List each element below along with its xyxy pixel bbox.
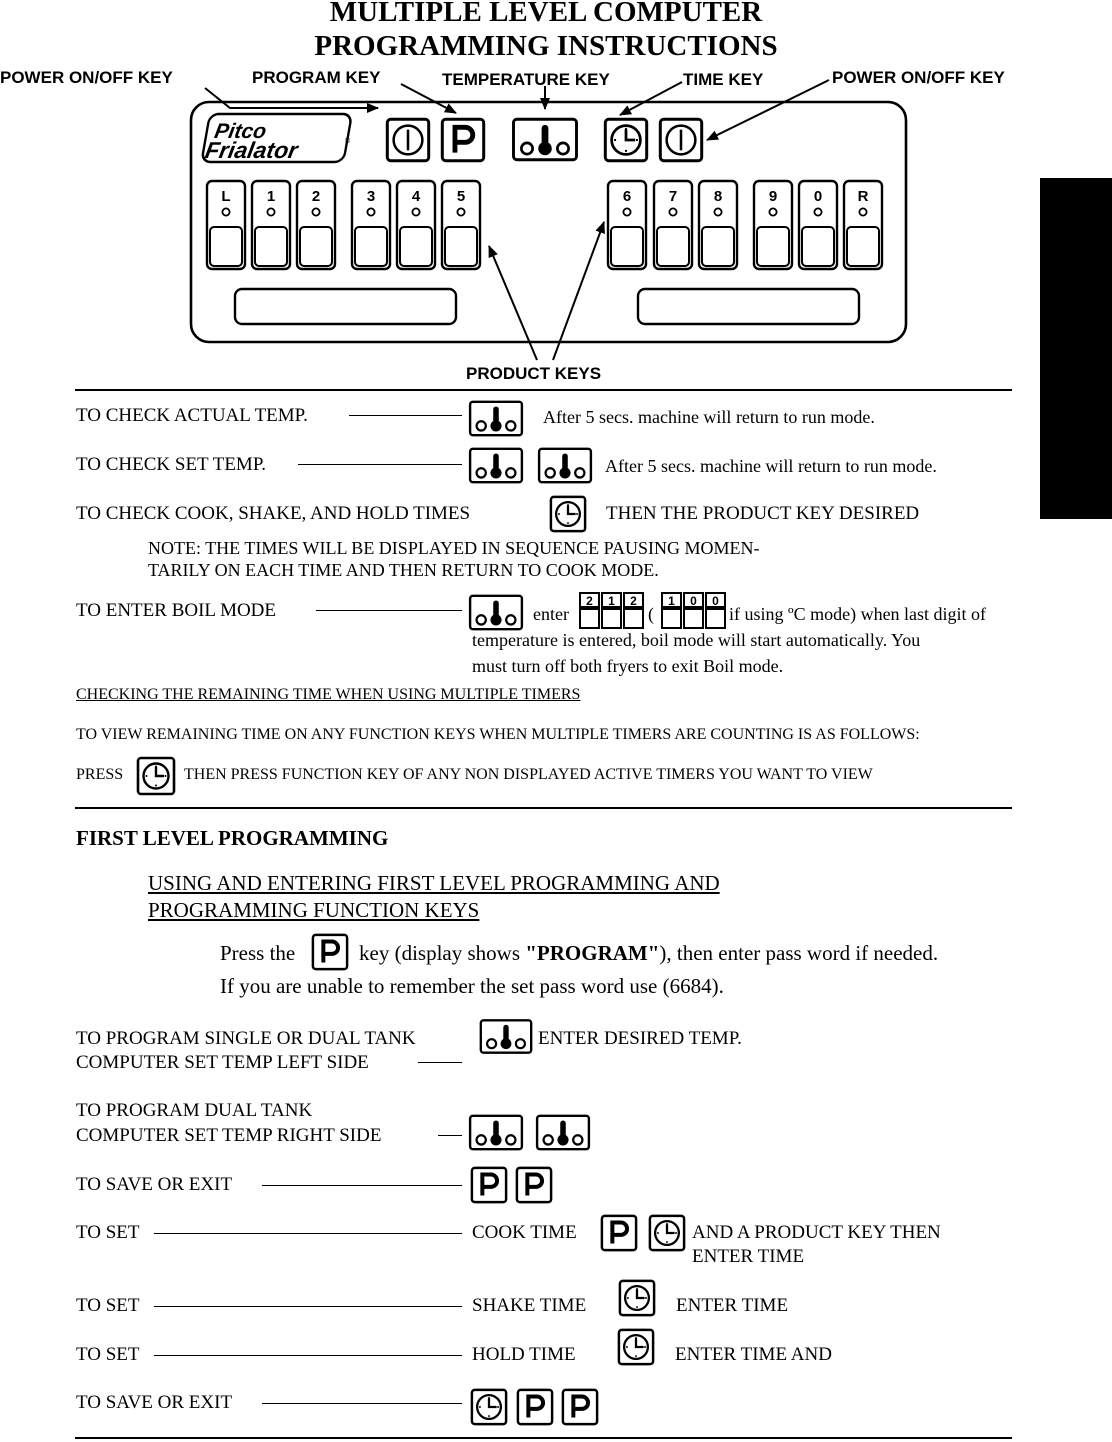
- clock-key-icon: [549, 495, 587, 533]
- times-note-line2: TARILY ON EACH TIME AND THEN RETURN TO COOK MODE.: [148, 560, 659, 580]
- product-key-label: L: [221, 188, 231, 205]
- temperature-key-icon: [479, 1018, 533, 1055]
- temperature-key-icon: [468, 400, 524, 437]
- product-key-R: [844, 181, 882, 269]
- label-power-right: POWER ON/OFF KEY: [832, 68, 1005, 87]
- password-line: If you are unable to remember the set pass word use (6684).: [220, 974, 724, 998]
- product-key-2: [297, 181, 335, 269]
- digit-keys-100: [660, 592, 727, 630]
- set-hold-label: TO SET: [76, 1344, 140, 1365]
- label-power-left: POWER ON/OFF KEY: [0, 68, 173, 87]
- page-title-line1: MULTIPLE LEVEL COMPUTER: [329, 0, 763, 28]
- control-panel-diagram: [0, 0, 1112, 400]
- hold-after-text: ENTER TIME AND: [675, 1344, 832, 1365]
- product-key-1: [252, 181, 290, 269]
- svg-text:0: 0: [712, 594, 719, 608]
- set-cook-label: TO SET: [76, 1222, 140, 1243]
- temperature-key-icon: [468, 447, 524, 484]
- label-program-key: PROGRAM KEY: [252, 68, 381, 87]
- product-key-9: [754, 181, 792, 269]
- cook-time-text: COOK TIME: [472, 1222, 577, 1243]
- clock-key-icon: [617, 1328, 655, 1366]
- page-title-line2: PROGRAMMING INSTRUCTIONS: [314, 30, 778, 62]
- product-key-label: 5: [456, 188, 466, 205]
- product-key-label: R: [857, 188, 869, 205]
- single-tank-action: ENTER DESIRED TEMP.: [538, 1028, 742, 1049]
- cook-after-line2: ENTER TIME: [692, 1246, 805, 1267]
- product-key-6: [608, 181, 646, 269]
- divider-middle: [75, 807, 1012, 809]
- product-key-3: [352, 181, 390, 269]
- product-key-label: 7: [668, 188, 678, 205]
- program-key-icon: [470, 1166, 508, 1204]
- boil-paren: (: [648, 604, 654, 624]
- set-shake-label: TO SET: [76, 1295, 140, 1316]
- program-key-icon: [311, 933, 349, 971]
- shake-after-text: ENTER TIME: [676, 1295, 789, 1316]
- logo: [201, 114, 352, 163]
- logo-registered-mark: ®: [345, 138, 351, 145]
- label-product-keys: PRODUCT KEYS: [466, 364, 602, 383]
- product-key-label: 9: [768, 188, 778, 205]
- product-key-label: 1: [266, 188, 276, 205]
- program-key-icon: [515, 1166, 553, 1204]
- svg-text:2: 2: [586, 594, 593, 608]
- label-temperature-key: TEMPERATURE KEY: [442, 70, 610, 89]
- svg-text:1: 1: [608, 594, 615, 608]
- boil-line2: temperature is entered, boil mode will start automatically. You: [472, 630, 921, 650]
- product-key-4: [397, 181, 435, 269]
- boil-mode-label: TO ENTER BOIL MODE: [76, 600, 277, 621]
- product-key-label: 8: [713, 188, 723, 205]
- temperature-key-icon: [468, 1114, 524, 1151]
- product-key-7: [654, 181, 692, 269]
- dual-tank-line2: COMPUTER SET TEMP RIGHT SIDE: [76, 1125, 382, 1146]
- label-time-key: TIME KEY: [683, 70, 764, 89]
- first-level-heading: FIRST LEVEL PROGRAMMING: [76, 826, 389, 850]
- boil-line3: must turn off both fryers to exit Boil mode.: [472, 656, 784, 676]
- product-key-8: [699, 181, 737, 269]
- product-key-label: 3: [366, 188, 376, 205]
- product-key-L: [207, 181, 245, 269]
- check-actual-temp-note: After 5 secs. machine will return to run mode.: [543, 407, 875, 427]
- digit-keys-212: [578, 592, 645, 630]
- display-left: [235, 289, 456, 324]
- temperature-key-icon: [537, 447, 593, 484]
- single-tank-line1: TO PROGRAM SINGLE OR DUAL TANK: [76, 1028, 416, 1049]
- product-key-label: 6: [622, 188, 632, 205]
- cook-after-line1: AND A PRODUCT KEY THEN: [692, 1222, 941, 1243]
- check-set-temp-note: After 5 secs. machine will return to run mode.: [605, 456, 937, 476]
- divider-bottom: [75, 1437, 1012, 1439]
- product-key-label: 0: [813, 188, 823, 205]
- check-times-label: TO CHECK COOK, SHAKE, AND HOLD TIMES: [76, 503, 471, 524]
- multi-timers-heading: CHECKING THE REMAINING TIME WHEN USING MULTIPLE TIMERS: [76, 686, 581, 703]
- clock-key-icon: [648, 1214, 686, 1252]
- press-the-text: Press the: [220, 941, 296, 965]
- press-rest: THEN PRESS FUNCTION KEY OF ANY NON DISPLAYED ACTIVE TIMERS YOU WANT TO VIEW: [184, 766, 873, 783]
- single-tank-line2: COMPUTER SET TEMP LEFT SIDE: [76, 1052, 369, 1073]
- power-right-icon: [660, 119, 701, 160]
- program-key-icon: [442, 119, 483, 160]
- first-level-sub1: USING AND ENTERING FIRST LEVEL PROGRAMMING AND: [148, 871, 720, 895]
- divider-top: [75, 389, 1012, 391]
- svg-text:2: 2: [630, 594, 637, 608]
- product-key-label: 2: [311, 188, 321, 205]
- dual-tank-line1: TO PROGRAM DUAL TANK: [76, 1100, 313, 1121]
- program-key-icon: [600, 1214, 638, 1252]
- svg-text:0: 0: [690, 594, 697, 608]
- svg-text:1: 1: [668, 594, 675, 608]
- boil-line1-rest: if using ºC mode) when last digit of: [729, 604, 987, 624]
- temperature-key-icon: [535, 1114, 591, 1151]
- svg-text:Frialator: Frialator: [203, 137, 300, 163]
- check-actual-temp-label: TO CHECK ACTUAL TEMP.: [76, 405, 308, 426]
- check-times-note: THEN THE PRODUCT KEY DESIRED: [606, 503, 920, 524]
- press-label: PRESS: [76, 766, 124, 783]
- program-key-icon: [561, 1388, 599, 1426]
- time-key-icon: [605, 119, 646, 160]
- product-key-5: [442, 181, 480, 269]
- clock-key-icon: [470, 1388, 508, 1426]
- program-instruction: key (display shows "PROGRAM"), then enter pass word if needed.: [359, 941, 939, 965]
- first-level-sub2: PROGRAMMING FUNCTION KEYS: [148, 898, 480, 922]
- program-key-icon: [516, 1388, 554, 1426]
- product-key-0: [799, 181, 837, 269]
- check-set-temp-label: TO CHECK SET TEMP.: [76, 454, 267, 475]
- boil-enter-text: enter: [533, 604, 569, 624]
- temperature-key-icon: [468, 594, 524, 631]
- multi-timers-line: TO VIEW REMAINING TIME ON ANY FUNCTION KEYS WHEN MULTIPLE TIMERS ARE COUNTING IS AS FOLLOWS:: [76, 726, 920, 743]
- clock-key-icon: [618, 1279, 656, 1317]
- save-exit-label-2: TO SAVE OR EXIT: [76, 1392, 233, 1413]
- clock-key-icon: [136, 756, 176, 796]
- times-note-line1: NOTE: THE TIMES WILL BE DISPLAYED IN SEQUENCE PAUSING MOMEN-: [148, 538, 760, 558]
- hold-time-text: HOLD TIME: [472, 1344, 576, 1365]
- display-right: [638, 289, 859, 324]
- product-key-label: 4: [411, 188, 421, 205]
- shake-time-text: SHAKE TIME: [472, 1295, 587, 1316]
- svg-text:Pitco: Pitco: [212, 120, 269, 143]
- temperature-key-icon: [514, 119, 577, 160]
- save-exit-label: TO SAVE OR EXIT: [76, 1174, 233, 1195]
- power-left-icon: [387, 119, 428, 160]
